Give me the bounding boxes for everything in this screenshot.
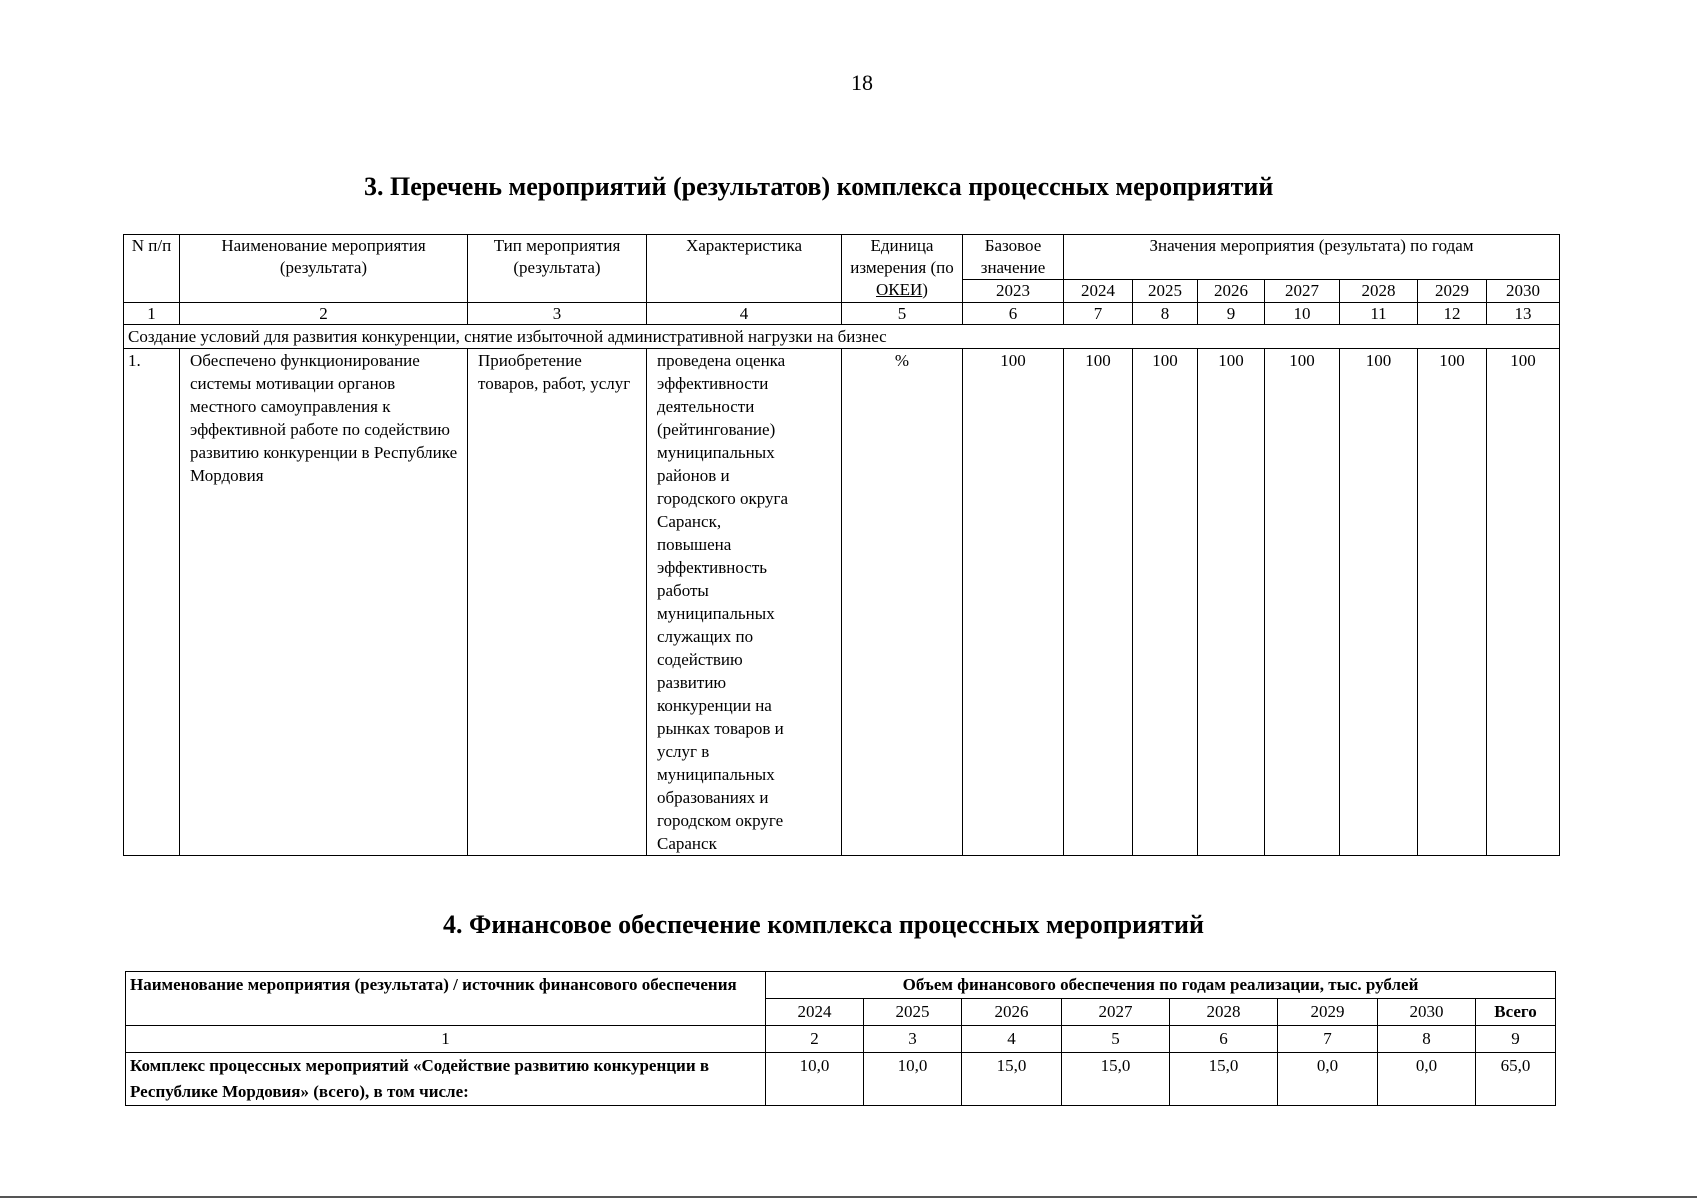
header-num: N п/п bbox=[124, 235, 180, 303]
column-number: 8 bbox=[1133, 303, 1198, 325]
column-number: 8 bbox=[1378, 1026, 1476, 1053]
header-base-value: Базовое значение bbox=[963, 235, 1064, 280]
financing-value: 10,0 bbox=[766, 1053, 864, 1106]
header-name: Наименование мероприятия (результата) bbox=[180, 235, 468, 303]
financing-value: 15,0 bbox=[962, 1053, 1062, 1106]
financing-value: 10,0 bbox=[864, 1053, 962, 1106]
header-year: 2027 bbox=[1265, 280, 1340, 303]
financing-header-year: 2025 bbox=[864, 999, 962, 1026]
table-row bbox=[126, 1053, 1556, 1106]
row-value: 100 bbox=[1198, 349, 1265, 856]
financing-value: 15,0 bbox=[1170, 1053, 1278, 1106]
column-number: 1 bbox=[126, 1026, 766, 1053]
measures-table bbox=[123, 234, 1560, 856]
financing-header-name: Наименование мероприятия (результата) / источник финансового обеспечения bbox=[126, 972, 766, 1026]
column-number: 3 bbox=[468, 303, 647, 325]
column-number: 9 bbox=[1476, 1026, 1556, 1053]
row-value: 100 bbox=[1340, 349, 1418, 856]
table-row bbox=[124, 349, 1560, 856]
column-number: 1 bbox=[124, 303, 180, 325]
page-number: 18 bbox=[851, 70, 873, 95]
row-characteristic: проведена оценка эффективности деятельности (рейтингование) муниципальных районов и городского округа Саранск, повышена эффективность работы муниципальных служащих по содействию развитию конкуренции на рынках товаров и услуг в муниципальных образованиях и городском округе Саранск bbox=[647, 349, 842, 856]
financing-total: 65,0 bbox=[1476, 1053, 1556, 1106]
column-number: 12 bbox=[1418, 303, 1487, 325]
column-number: 7 bbox=[1064, 303, 1133, 325]
column-number: 2 bbox=[766, 1026, 864, 1053]
row-value: 100 bbox=[1064, 349, 1133, 856]
header-base-year: 2023 bbox=[963, 280, 1064, 303]
unit-prefix: Единица измерения (по bbox=[850, 236, 954, 277]
financing-value: 15,0 bbox=[1062, 1053, 1170, 1106]
column-number: 13 bbox=[1487, 303, 1560, 325]
column-number: 6 bbox=[1170, 1026, 1278, 1053]
header-row bbox=[124, 235, 1560, 280]
financing-header-year: 2029 bbox=[1278, 999, 1378, 1026]
group-title: Создание условий для развития конкуренции, снятие избыточной административной нагрузки на бизнес bbox=[124, 325, 1560, 349]
row-unit: % bbox=[842, 349, 963, 856]
financing-value: 0,0 bbox=[1378, 1053, 1476, 1106]
financing-header-total: Всего bbox=[1476, 999, 1556, 1026]
okei-link: ОКЕИ bbox=[876, 280, 923, 299]
row-value: 100 bbox=[1265, 349, 1340, 856]
header-year: 2026 bbox=[1198, 280, 1265, 303]
column-number: 10 bbox=[1265, 303, 1340, 325]
row-name: Обеспечено функционирование системы мотивации органов местного самоуправления к эффективной работе по содействию развитию конкуренции в Республике Мордовия bbox=[180, 349, 468, 856]
column-number: 9 bbox=[1198, 303, 1265, 325]
section-3-title: 3. Перечень мероприятий (результатов) комплекса процессных мероприятий bbox=[364, 172, 1274, 201]
group-row bbox=[124, 325, 1560, 349]
header-year: 2025 bbox=[1133, 280, 1198, 303]
financing-header-volume: Объем финансового обеспечения по годам реализации, тыс. рублей bbox=[766, 972, 1556, 999]
column-number: 6 bbox=[963, 303, 1064, 325]
financing-value: 0,0 bbox=[1278, 1053, 1378, 1106]
header-year: 2029 bbox=[1418, 280, 1487, 303]
financing-header-year: 2030 bbox=[1378, 999, 1476, 1026]
section-4-title: 4. Финансовое обеспечение комплекса процессных мероприятий bbox=[443, 910, 1204, 939]
financing-header-year: 2024 bbox=[766, 999, 864, 1026]
column-number: 5 bbox=[1062, 1026, 1170, 1053]
column-number: 4 bbox=[962, 1026, 1062, 1053]
financing-table bbox=[125, 971, 1556, 1106]
column-number: 3 bbox=[864, 1026, 962, 1053]
financing-column-numbers-row bbox=[126, 1026, 1556, 1053]
column-number: 4 bbox=[647, 303, 842, 325]
header-year: 2024 bbox=[1064, 280, 1133, 303]
header-type: Тип мероприятия (результата) bbox=[468, 235, 647, 303]
row-value: 100 bbox=[1487, 349, 1560, 856]
unit-suffix: ) bbox=[922, 280, 928, 299]
financing-header-row bbox=[126, 972, 1556, 999]
row-value: 100 bbox=[1418, 349, 1487, 856]
financing-header-year: 2026 bbox=[962, 999, 1062, 1026]
row-value: 100 bbox=[1133, 349, 1198, 856]
row-num: 1. bbox=[124, 349, 180, 856]
row-base-value: 100 bbox=[963, 349, 1064, 856]
financing-header-year: 2028 bbox=[1170, 999, 1278, 1026]
header-unit bbox=[842, 235, 963, 303]
header-year: 2030 bbox=[1487, 280, 1560, 303]
column-number: 7 bbox=[1278, 1026, 1378, 1053]
column-number: 5 bbox=[842, 303, 963, 325]
header-characteristic: Характеристика bbox=[647, 235, 842, 303]
financing-header-year: 2027 bbox=[1062, 999, 1170, 1026]
column-number: 11 bbox=[1340, 303, 1418, 325]
header-values-by-year: Значения мероприятия (результата) по годам bbox=[1064, 235, 1560, 280]
page-bottom-edge bbox=[0, 1196, 1697, 1198]
header-year: 2028 bbox=[1340, 280, 1418, 303]
row-type: Приобретение товаров, работ, услуг bbox=[468, 349, 647, 856]
financing-row-name: Комплекс процессных мероприятий «Содействие развитию конкуренции в Республике Мордовия» (всего), в том числе: bbox=[126, 1053, 766, 1106]
column-number: 2 bbox=[180, 303, 468, 325]
column-numbers-row bbox=[124, 303, 1560, 325]
